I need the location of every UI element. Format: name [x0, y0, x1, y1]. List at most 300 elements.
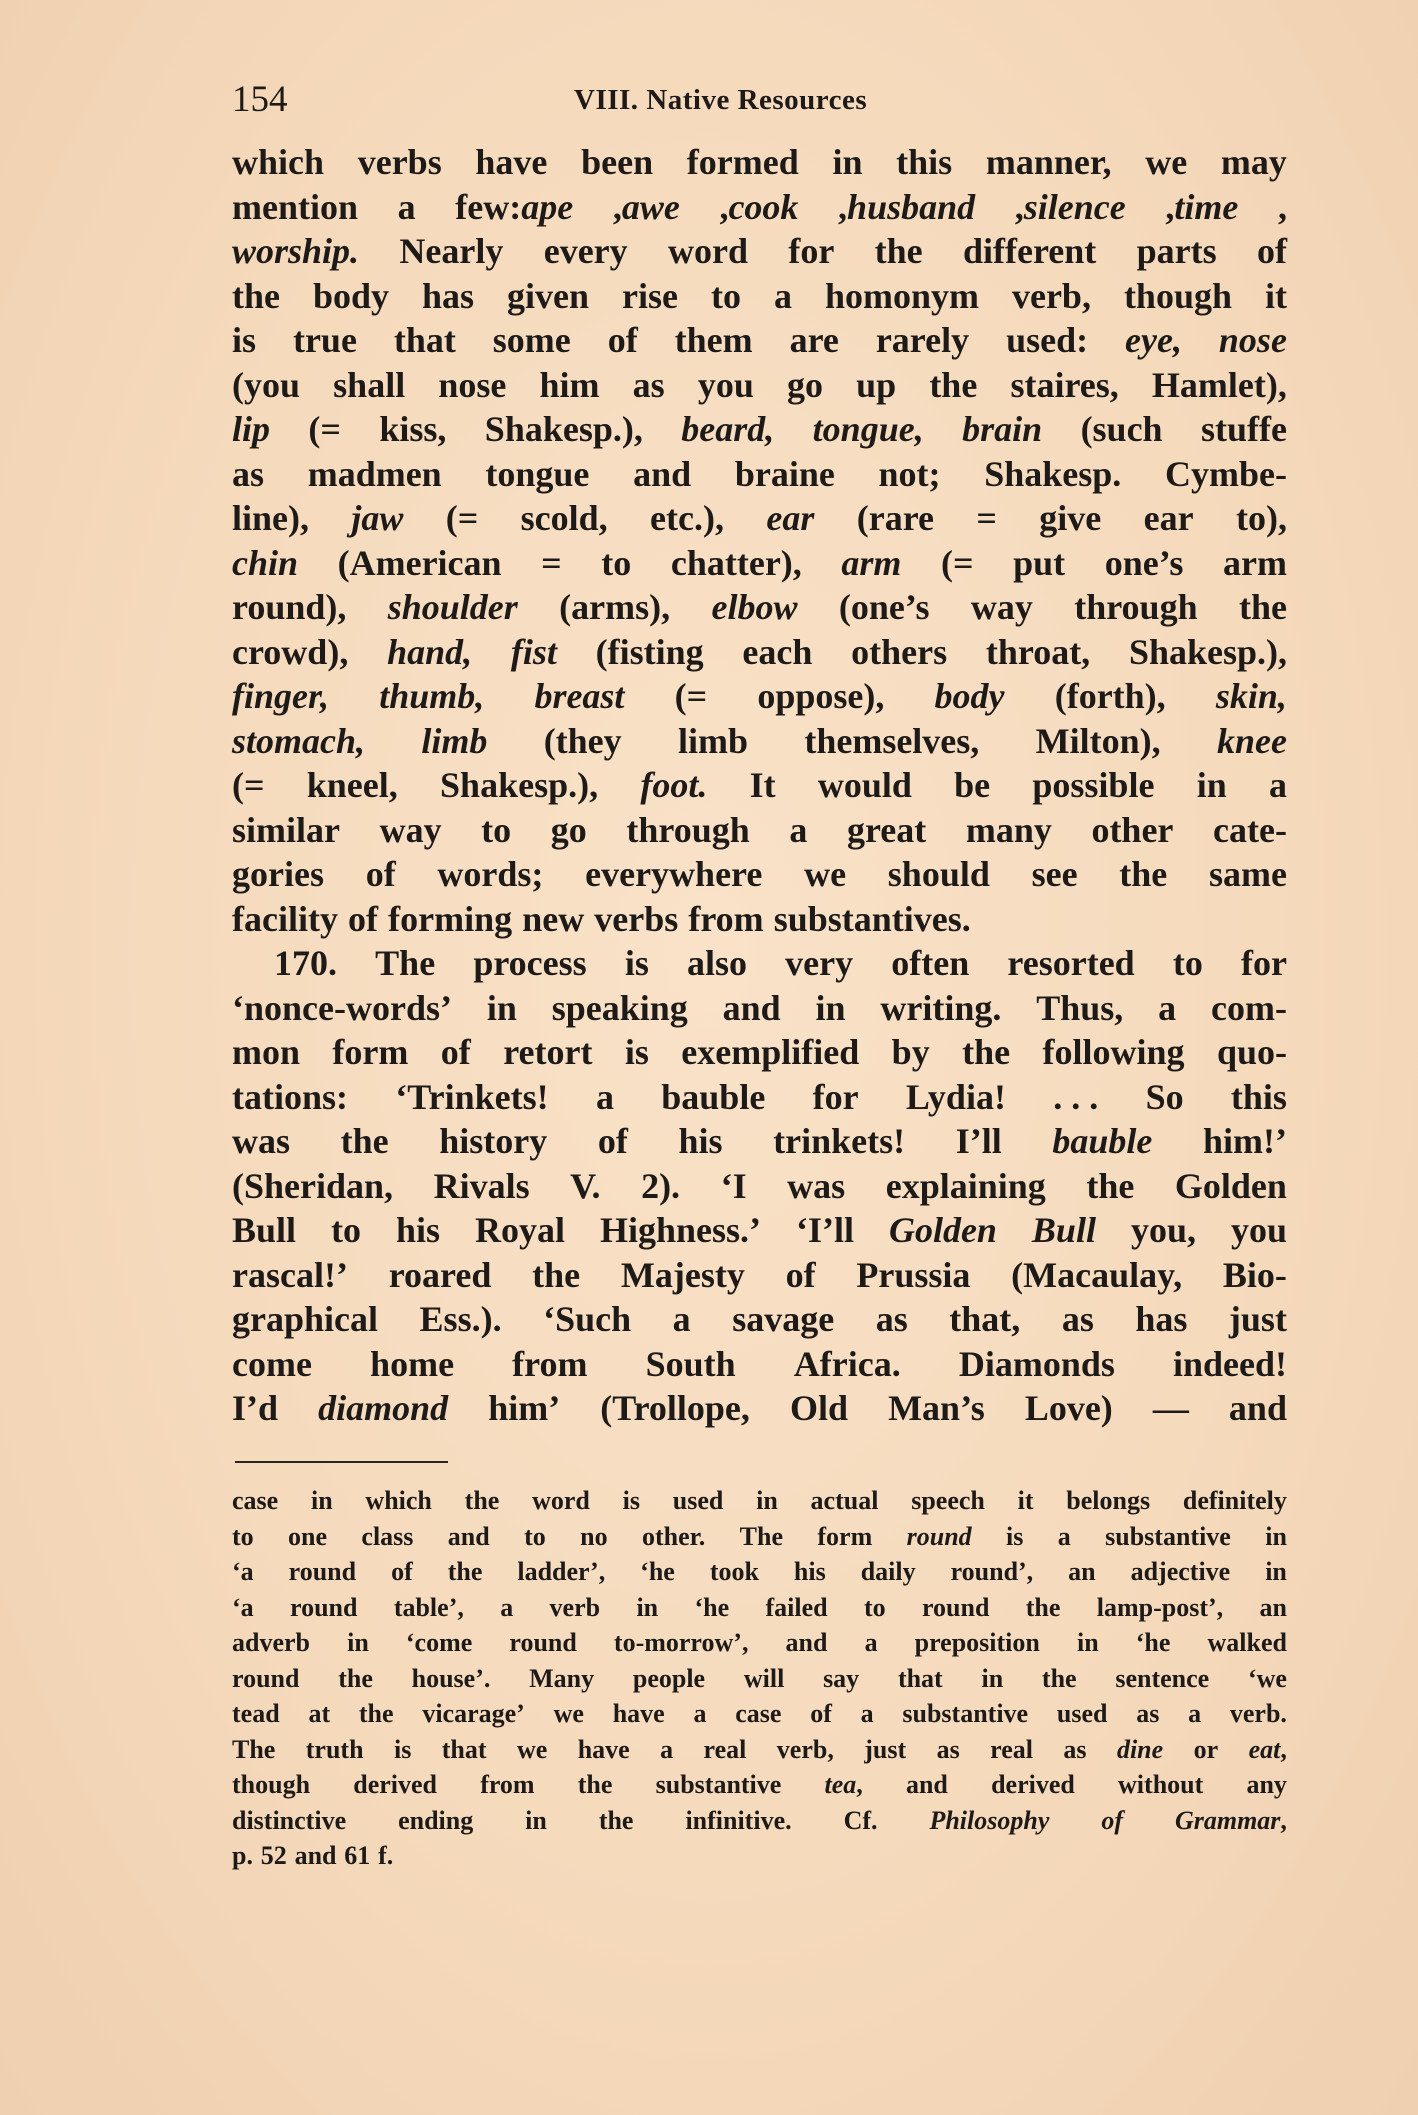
word-group: [813, 407, 924, 452]
word: kneel,: [306, 765, 398, 805]
word-group: [487, 986, 517, 1031]
word-group: [794, 1342, 901, 1387]
word-group: [395, 1075, 548, 1120]
word-group: [333, 363, 405, 408]
word: in: [756, 1486, 778, 1515]
text-line: [232, 1030, 1287, 1075]
word-group: [389, 1253, 492, 1298]
word: great: [846, 809, 927, 850]
word-group: [585, 852, 762, 897]
word-group: [1068, 1554, 1095, 1590]
word-group: [1135, 1297, 1187, 1342]
word: vicarage’: [422, 1699, 525, 1728]
word: was: [787, 1165, 846, 1206]
word: in: [310, 1486, 333, 1515]
word: though: [1123, 275, 1232, 316]
word: mention: [232, 186, 358, 227]
word-group: [398, 1803, 473, 1839]
word-group: [613, 185, 680, 230]
word-group: [1194, 1732, 1219, 1768]
word-group: [1229, 1297, 1287, 1342]
word-group: [370, 1342, 454, 1387]
word-group: [1006, 318, 1088, 363]
word: The: [375, 943, 436, 983]
word: and: [722, 987, 781, 1028]
word: the: [340, 1121, 389, 1161]
word: Royal: [475, 1210, 565, 1250]
word-group: [1213, 808, 1287, 853]
word-group: [540, 363, 600, 408]
word-group: [288, 1519, 327, 1555]
word: of: [391, 1557, 413, 1586]
word: in: [1265, 1521, 1287, 1551]
word-group: [813, 1075, 859, 1120]
word: the: [447, 1557, 483, 1586]
text-line: [232, 941, 1287, 986]
word-group: [437, 852, 543, 897]
word: (you: [232, 364, 301, 405]
word-group: [786, 1253, 816, 1298]
word: Diamonds: [958, 1343, 1115, 1384]
word-group: [481, 808, 511, 853]
word-group: [675, 318, 753, 363]
word-group: [475, 1208, 565, 1253]
word: speech: [911, 1486, 985, 1515]
word-group: [907, 1519, 972, 1555]
word-group: [1260, 1590, 1287, 1626]
word-group: [1025, 1386, 1113, 1431]
word: adverb: [232, 1628, 310, 1657]
word: ‘he: [640, 1557, 675, 1586]
word: Shakesp.),: [440, 765, 599, 805]
word-group: [1129, 630, 1287, 675]
word: has: [422, 275, 475, 316]
word-group: [804, 719, 979, 764]
word-group: [641, 1164, 680, 1209]
word: one: [288, 1521, 328, 1551]
text-line: [232, 852, 1287, 897]
word-group: [232, 185, 358, 230]
word: also: [686, 943, 747, 983]
word-group: [839, 585, 930, 630]
word: Highness.’: [599, 1210, 762, 1250]
word: substantives.: [773, 898, 971, 939]
word: round: [232, 1663, 300, 1693]
word-group: [750, 763, 776, 808]
word-group: [581, 140, 653, 185]
word-group: [232, 274, 280, 319]
word: ape: [521, 186, 574, 227]
word-group: [1131, 1554, 1231, 1590]
word-group: [1036, 986, 1123, 1031]
word: words;: [437, 854, 544, 894]
word-group: [1236, 496, 1287, 541]
word-group: [446, 496, 479, 541]
word-group: [937, 1732, 960, 1768]
word: given: [507, 275, 590, 316]
word: a: [595, 1076, 614, 1117]
word-group: [864, 1590, 886, 1626]
word: are: [789, 320, 839, 360]
word-group: [232, 1483, 278, 1519]
word-group: [823, 1661, 859, 1697]
word-group: [880, 986, 1001, 1031]
footnote-line: [232, 1483, 1287, 1519]
word: we: [804, 854, 847, 894]
word: him: [539, 364, 600, 405]
word: the: [464, 1486, 500, 1515]
word-group: [898, 1661, 943, 1697]
word-group: [525, 1803, 547, 1839]
word-group: [307, 763, 398, 808]
word-group: [1101, 1803, 1123, 1839]
word: I’d: [232, 1388, 279, 1428]
word: to: [524, 1521, 546, 1551]
word: which: [232, 142, 325, 182]
word-group: [1055, 674, 1166, 719]
body-text: [232, 140, 1287, 1431]
word-group: [1144, 496, 1194, 541]
word: truth: [305, 1734, 364, 1764]
word: of: [365, 854, 396, 894]
word-group: [361, 1519, 413, 1555]
word-group: [765, 1590, 827, 1626]
word-group: [986, 140, 1112, 185]
word-group: [740, 1519, 783, 1555]
word: shall: [333, 364, 406, 405]
word: actual: [810, 1486, 879, 1515]
word: Bio-: [1222, 1254, 1287, 1295]
word-group: [864, 1732, 906, 1768]
word: some: [492, 320, 571, 360]
word: to: [481, 809, 512, 850]
word-group: [825, 274, 979, 319]
word: arm: [841, 542, 902, 583]
word: just: [864, 1734, 907, 1764]
word-group: [1086, 1164, 1134, 1209]
word: derived: [353, 1770, 437, 1799]
word-group: [1248, 1661, 1287, 1697]
word: Bull: [232, 1210, 297, 1250]
word-group: [879, 452, 941, 497]
word-group: [422, 1696, 525, 1732]
word-group: [503, 1030, 592, 1075]
word: ,: [719, 186, 729, 227]
word-group: [1015, 185, 1126, 230]
word-group: [650, 496, 724, 541]
word-group: [1221, 140, 1287, 185]
word-group: [633, 363, 665, 408]
word-group: [507, 274, 589, 319]
word-group: [580, 1519, 607, 1555]
word-group: [387, 630, 472, 675]
word: themselves,: [804, 720, 980, 761]
word: verbs: [594, 898, 679, 939]
word: is: [232, 320, 257, 360]
word: walked: [1207, 1628, 1287, 1657]
word: —: [1152, 1388, 1189, 1428]
word: savage: [732, 1299, 835, 1339]
word: crowd),: [232, 631, 349, 672]
word-group: [232, 318, 256, 363]
word-group: [379, 674, 484, 719]
word-group: [308, 1696, 330, 1732]
word-group: [421, 719, 487, 764]
word: hand,: [387, 631, 473, 672]
footnote-line: [232, 1625, 1287, 1661]
word-group: [358, 140, 442, 185]
word-group: [232, 1838, 253, 1874]
word-group: [348, 897, 378, 942]
word: house’.: [411, 1663, 491, 1693]
word-group: [232, 1075, 348, 1120]
word: (Sheridan,: [232, 1165, 394, 1206]
word-group: [475, 140, 547, 185]
word-group: [473, 941, 586, 986]
word: =: [976, 498, 997, 538]
word: new: [522, 898, 585, 939]
word-group: [341, 1119, 389, 1164]
text-line: [232, 1075, 1287, 1120]
word: the: [1238, 587, 1287, 627]
word-group: [614, 1625, 749, 1661]
word-group: [744, 1661, 784, 1697]
word-group: [688, 897, 763, 942]
word-group: [366, 852, 396, 897]
word: South: [645, 1343, 736, 1384]
word-group: [485, 407, 643, 452]
word: quo-: [1216, 1032, 1287, 1072]
word: awe: [621, 186, 680, 227]
word: in: [1076, 1628, 1099, 1657]
word: an: [1259, 1592, 1287, 1622]
word-group: [1153, 1386, 1189, 1431]
word: form: [817, 1521, 873, 1551]
word-group: [941, 541, 974, 586]
word: one’s: [1104, 542, 1184, 583]
word-group: [439, 1119, 547, 1164]
word-group: [1066, 1483, 1150, 1519]
text-line: [232, 585, 1287, 630]
word: you,: [1130, 1210, 1196, 1250]
word-group: [1278, 185, 1287, 230]
word: as: [632, 364, 665, 405]
word-group: [1183, 1483, 1287, 1519]
word-group: [1217, 719, 1287, 764]
word-group: [796, 1208, 854, 1253]
word: ,: [838, 186, 848, 227]
text-line: [232, 1208, 1287, 1253]
word-group: [594, 897, 678, 942]
word: stuffe: [1201, 409, 1287, 449]
word: nose: [438, 364, 507, 405]
word-group: [232, 1164, 393, 1209]
word-group: [1257, 229, 1287, 274]
word-group: [951, 1554, 1034, 1590]
word: used:: [1006, 320, 1089, 360]
word: ‘a: [232, 1592, 254, 1622]
word-group: [949, 1297, 1020, 1342]
word: diamond: [318, 1388, 449, 1428]
word: for: [788, 231, 835, 271]
word-group: [521, 496, 608, 541]
word-group: [379, 407, 446, 452]
word: is: [622, 1486, 640, 1515]
word: adjective: [1130, 1557, 1231, 1586]
word-group: [841, 541, 901, 586]
word: his: [678, 1121, 723, 1161]
word: without: [1118, 1770, 1204, 1799]
word: class: [361, 1521, 414, 1551]
word: (=: [308, 409, 341, 449]
word: I’ll: [955, 1121, 1002, 1161]
word-group: [711, 274, 741, 319]
word: round: [290, 1592, 358, 1622]
word-group: [232, 1590, 254, 1626]
word-group: [308, 407, 341, 452]
word: definitely: [1182, 1486, 1287, 1515]
word: real: [703, 1734, 747, 1764]
word: the: [962, 1032, 1011, 1072]
word: for: [812, 1076, 859, 1117]
word-group: [406, 1625, 472, 1661]
word-group: [261, 1838, 287, 1874]
word-group: [541, 541, 562, 586]
word-group: [388, 897, 512, 942]
word: substantive: [902, 1699, 1029, 1728]
word: as: [1061, 1299, 1094, 1339]
word-group: [1043, 1030, 1185, 1075]
word: . . .: [1053, 1076, 1099, 1117]
word-group: [991, 1767, 1075, 1803]
word-group: [832, 140, 862, 185]
word: often: [891, 943, 970, 983]
word: verb: [549, 1592, 601, 1622]
word: distinctive: [232, 1805, 347, 1835]
word: preposition: [914, 1628, 1040, 1657]
word-group: [774, 274, 792, 319]
word-group: [438, 363, 506, 408]
word-group: [794, 1554, 826, 1590]
word-group: [232, 1253, 348, 1298]
word: possible: [1032, 765, 1155, 805]
word-group: [922, 1590, 989, 1626]
word-group: [929, 1803, 1049, 1839]
word: as: [1136, 1699, 1160, 1728]
word: be: [954, 765, 991, 805]
word-group: [1018, 1483, 1034, 1519]
word-group: [906, 1075, 1006, 1120]
word: elbow: [711, 587, 798, 627]
word: verb,: [776, 1734, 834, 1764]
word-group: [517, 1732, 547, 1768]
word-group: [1158, 986, 1176, 1031]
word: is: [1006, 1521, 1024, 1551]
word: substantive: [655, 1770, 782, 1799]
footnote-line: [232, 1732, 1287, 1768]
word-group: [232, 630, 348, 675]
text-line: [232, 630, 1287, 675]
word: though: [232, 1770, 311, 1799]
word-group: [656, 1767, 782, 1803]
word: many: [965, 809, 1052, 850]
word: =: [541, 542, 562, 583]
word: belongs: [1066, 1486, 1151, 1515]
word: that,: [949, 1299, 1021, 1339]
word: dine: [1116, 1734, 1164, 1764]
word-group: [338, 1661, 373, 1697]
word: or: [1193, 1734, 1219, 1764]
word: Majesty: [620, 1254, 745, 1295]
word: tongue: [485, 453, 590, 494]
word: way: [970, 587, 1033, 627]
word: eat: [1248, 1734, 1281, 1764]
word: body: [934, 676, 1005, 716]
word-group: [493, 318, 571, 363]
word-group: [1006, 1519, 1023, 1555]
word: bauble: [661, 1076, 766, 1117]
word-group: [440, 763, 598, 808]
word-group: [532, 1253, 580, 1298]
word: throat,: [985, 631, 1091, 672]
word-group: [721, 1164, 747, 1209]
word: Cymbe-: [1164, 453, 1287, 494]
word-group: [861, 1696, 874, 1732]
word-group: [625, 941, 649, 986]
word-group: [600, 1208, 761, 1253]
word: parts: [1136, 231, 1217, 271]
word-group: [889, 1208, 997, 1253]
word: you: [697, 364, 754, 405]
word-group: [773, 1119, 905, 1164]
word-group: [306, 1732, 364, 1768]
word-group: [290, 1590, 357, 1626]
word: finger,: [232, 676, 330, 716]
word-group: [599, 1803, 634, 1839]
word: (Macaulay,: [1011, 1254, 1183, 1295]
word-group: [1137, 229, 1217, 274]
word-group: [511, 630, 557, 675]
word: of: [597, 1121, 628, 1161]
word: infinitive.: [685, 1805, 792, 1835]
word-group: [896, 140, 952, 185]
word: skin,: [1215, 676, 1287, 716]
word: is: [393, 1734, 412, 1764]
word: substantive: [1105, 1521, 1231, 1551]
word-group: [673, 1483, 724, 1519]
word-group: [601, 541, 631, 586]
word-group: [789, 808, 807, 853]
word: 170.: [274, 943, 337, 983]
word: for: [1241, 943, 1287, 983]
word-group: [976, 496, 997, 541]
word: f.: [378, 1841, 394, 1870]
word-group: [625, 1030, 649, 1075]
word: tongue,: [812, 409, 924, 449]
word: will: [743, 1663, 785, 1693]
word: Rivals: [433, 1165, 530, 1206]
word: following: [1042, 1032, 1185, 1072]
word-group: [1032, 1208, 1096, 1253]
text-line: [232, 274, 1287, 319]
word: kiss,: [379, 409, 447, 449]
word-group: [570, 1164, 600, 1209]
word-group: [1032, 852, 1078, 897]
word: ,: [856, 1770, 863, 1799]
word: the: [874, 231, 923, 271]
word-group: [232, 852, 324, 897]
word-group: [687, 941, 747, 986]
